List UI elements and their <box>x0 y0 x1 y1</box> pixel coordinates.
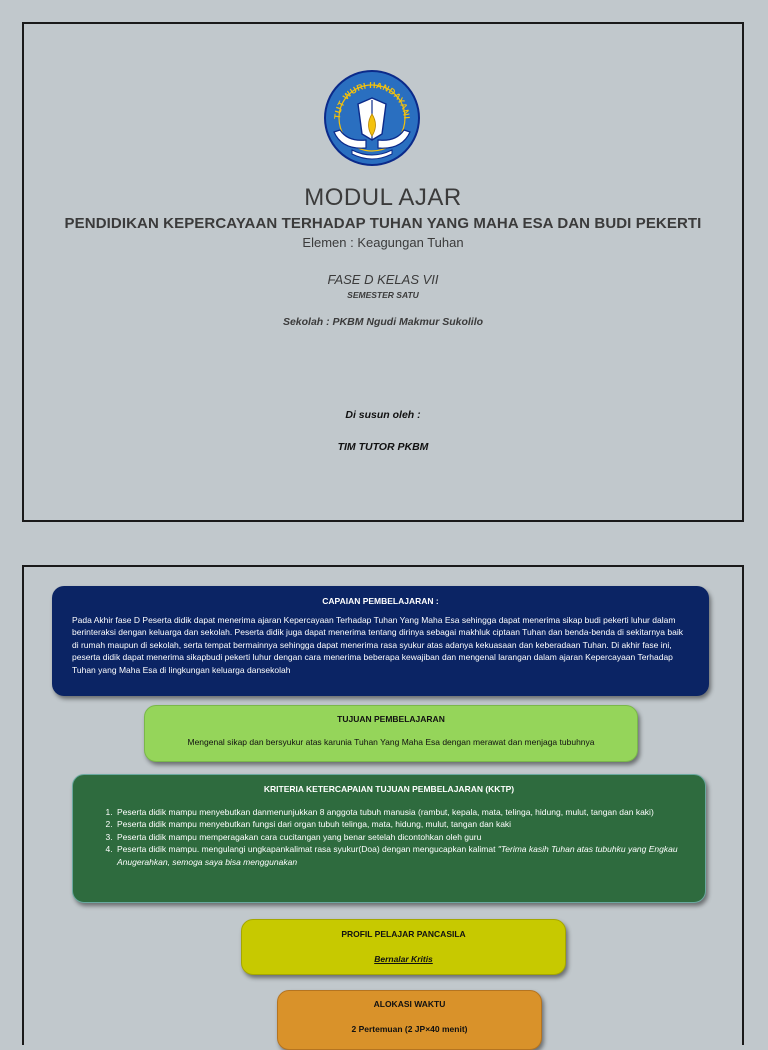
kktp-item <box>115 843 689 868</box>
capaian-heading: CAPAIAN PEMBELAJARAN : <box>322 596 439 606</box>
profil-pelajar-box <box>241 919 566 975</box>
kktp-item: 3. Peserta didik mampu memperagakan cara cucitangan yang benar setelah dicontohkan oleh guru <box>115 831 689 844</box>
tujuan-heading: TUJUAN PEMBELAJARAN <box>337 714 445 724</box>
alokasi-text: 2 Pertemuan (2 JP×40 menit) <box>351 1023 468 1034</box>
kktp-item: 1. Peserta didik mampu menyebutkan danmenunjukkan 8 anggota tubuh manusia (rambut, kepala, mata, telinga, hidung, mulut, tangan dan kaki) <box>115 806 689 819</box>
profil-heading: PROFIL PELAJAR PANCASILA <box>341 929 466 939</box>
module-element: Elemen : Keagungan Tuhan <box>302 235 464 250</box>
content-page <box>22 565 744 1045</box>
capaian-pembelajaran-box <box>52 586 709 696</box>
module-school: Sekolah : PKBM Ngudi Makmur Sukolilo <box>282 316 484 328</box>
module-semester: SEMESTER SATU <box>347 290 419 300</box>
module-title: MODUL AJAR <box>304 184 462 211</box>
alokasi-waktu-box <box>277 990 542 1050</box>
profil-text: Bernalar Kritis <box>374 953 433 964</box>
module-subtitle: PENDIDIKAN KEPERCAYAAN TERHADAP TUHAN YANG MAHA ESA DAN BUDI PEKERTI <box>64 215 702 232</box>
compiled-by-label: Di susun oleh : <box>345 409 421 421</box>
cover-page <box>22 22 744 522</box>
alokasi-heading: ALOKASI WAKTU <box>373 999 446 1009</box>
kktp-list <box>89 806 689 869</box>
compiled-by-team: TIM TUTOR PKBM <box>337 441 429 453</box>
kktp-box <box>72 774 706 903</box>
module-phase: FASE D KELAS VII <box>327 272 439 287</box>
tujuan-pembelajaran-box <box>144 705 638 762</box>
capaian-text: Pada Akhir fase D Peserta didik dapat menerima ajaran Kepercayaan Terhadap Tuhan Yang Maha Esa sehingga dapat menerima sikap budi pekerti luhur dalam berinteraksi dengan keluarga dan sekolah. Peserta didik juga dapat menerima tentang dirinya sebagai makhluk ciptaan Tuhan dan benda-benda di sekitarnya baik di rumah maupun di sekolah, serta tempat bermainnya sehingga dapat menerima rasa syukur atas adanya kekuasaan dan keberadaan Tuhan. Di akhir fase ini, peserta didik dapat menerima sikapbudi pekerti luhur dengan cara menerima beberapa kewajiban dan mengenal larangan dalam ajaran Kepercayaan Terhadap Tuhan yang Maha Esa di lingkungan keluarga dansekolah <box>72 614 683 675</box>
kktp-item-4-quote: "Terima kasih Tuhan atas tubuhku yang Engkau Anugerahkan, semoga saya bisa menggunakan <box>117 844 678 867</box>
kktp-item: 2. Peserta didik mampu menyebutkan fungsi dari organ tubuh telinga, mata, hidung, mulut, tangan dan kaki <box>115 818 689 831</box>
tujuan-text: Mengenal sikap dan bersyukur atas karunia Tuhan Yang Maha Esa dengan merawat dan menjaga tubuhnya <box>187 736 595 747</box>
logo-ring-text: TUT WURI HANDAYANI <box>331 79 413 120</box>
kktp-heading: KRITERIA KETERCAPAIAN TUJUAN PEMBELAJARAN (KKTP) <box>263 784 515 794</box>
kktp-item-4-text: Peserta didik mampu. mengulangi ungkapankalimat rasa syukur(Doa) dengan mengucapkan kalimat <box>117 844 498 854</box>
tut-wuri-handayani-logo <box>322 70 422 168</box>
